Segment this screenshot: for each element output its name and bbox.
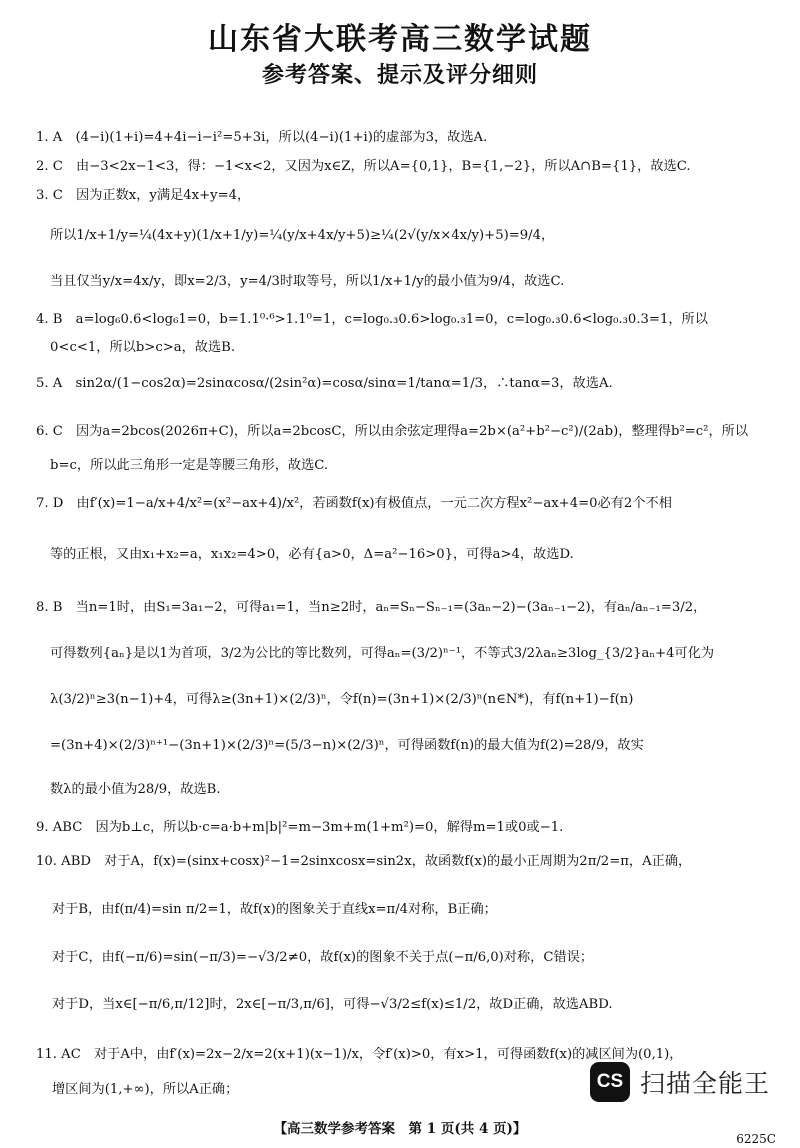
answer-line: 8. B 当n=1时，由S₁=3a₁−2，可得a₁=1，当n≥2时，aₙ=Sₙ−Sₙ₋₁=(3aₙ−2)−(3aₙ₋₁−2)，有aₙ/aₙ₋₁=3/2， [36, 600, 707, 615]
answer-line: b=c，所以此三角形一定是等腰三角形，故选C. [50, 458, 329, 473]
page-subtitle: 参考答案、提示及评分细则 [261, 62, 538, 88]
answer-line: 当且仅当y/x=4x/y，即x=2/3，y=4/3时取等号，所以1/x+1/y的最小值为9/4，故选C. [50, 274, 565, 289]
answer-line: 7. D 由f′(x)=1−a/x+4/x²=(x²−ax+4)/x²，若函数f(x)有极值点，一元二次方程x²−ax+4=0必有2个不相 [36, 496, 672, 511]
answer-line: =(3n+4)×(2/3)ⁿ⁺¹−(3n+1)×(2/3)ⁿ=(5/3−n)×(2/3)ⁿ，可得函数f(n)的最大值为f(2)=28/9，故实 [50, 738, 644, 753]
answer-line: 所以1/x+1/y=¼(4x+y)(1/x+1/y)=¼(y/x+4x/y+5)≥¼(2√(y/x×4x/y)+5)=9/4， [50, 228, 555, 243]
answer-line: 对于D，当x∈[−π/6,π/12]时，2x∈[−π/3,π/6]，可得−√3/2≤f(x)≤1/2，故D正确，故选ABD. [52, 997, 613, 1012]
answer-line: 2. C 由−3<2x−1<3，得：−1<x<2，又因为x∈Z，所以A={0,1}，B={1,−2}，所以A∩B={1}，故选C. [36, 159, 691, 174]
answer-line: 可得数列{aₙ}是以1为首项，3/2为公比的等比数列，可得aₙ=(3/2)ⁿ⁻¹，不等式3/2λaₙ≥3log_{3/2}aₙ+4可化为 [50, 646, 715, 661]
answer-line: 9. ABC 因为b⊥c，所以b·c=a·b+m|b|²=m−3m+m(1+m²)=0，解得m=1或0或−1. [36, 820, 564, 835]
answer-line: 6. C 因为a=2bcos(2026π+C)，所以a=2bcosC，所以由余弦定理得a=2b×(a²+b²−c²)/(2ab)，整理得b²=c²，所以 [36, 424, 749, 439]
camscanner-label: 扫描全能王 [640, 1070, 771, 1098]
answer-line: 1. A (4−i)(1+i)=4+4i−i−i²=5+3i，所以(4−i)(1+i)的虚部为3，故选A. [36, 130, 488, 145]
page-footer: 【高三数学参考答案 第 1 页(共 4 页)】 [273, 1121, 527, 1137]
page-title: 山东省大联考高三数学试题 [208, 22, 592, 57]
answer-line: 对于B，由f(π/4)=sin π/2=1，故f(x)的图象关于直线x=π/4对称，B正确； [52, 902, 497, 917]
answer-line: λ(3/2)ⁿ≥3(n−1)+4，可得λ≥(3n+1)×(2/3)ⁿ，令f(n)=(3n+1)×(2/3)ⁿ(n∈N*)，有f(n+1)−f(n) [50, 692, 634, 707]
camscanner-watermark [590, 1062, 770, 1102]
answer-line: 4. B a=log₆0.6<log₆1=0，b=1.1⁰·⁶>1.1⁰=1，c=log₀.₃0.6>log₀.₃1=0，c=log₀.₃0.6<log₀.₃0.3=1，所以 [36, 312, 708, 327]
answer-line: 数λ的最小值为28/9，故选B. [50, 782, 221, 797]
answer-line: 增区间为(1,+∞)，所以A正确； [52, 1082, 239, 1097]
answer-line: 等的正根，又由x₁+x₂=a，x₁x₂=4>0，必有{a>0，Δ=a²−16>0}，可得a>4，故选D. [50, 547, 574, 562]
answer-line: 0<c<1，所以b>c>a，故选B. [50, 340, 236, 355]
paper-code: 6225C [736, 1132, 776, 1146]
answer-line: 11. AC 对于A中，由f′(x)=2x−2/x=2(x+1)(x−1)/x，令f′(x)>0，有x>1，可得函数f(x)的减区间为(0,1)， [36, 1047, 683, 1062]
camscanner-icon: CS [590, 1062, 630, 1102]
answer-line: 10. ABD 对于A，f(x)=(sinx+cosx)²−1=2sinxcosx=sin2x，故函数f(x)的最小正周期为2π/2=π，A正确， [36, 854, 692, 869]
answer-line: 5. A sin2α/(1−cos2α)=2sinαcosα/(2sin²α)=cosα/sinα=1/tanα=1/3，∴tanα=3，故选A. [36, 376, 613, 391]
answer-line: 对于C，由f(−π/6)=sin(−π/3)=−√3/2≠0，故f(x)的图象不关于点(−π/6,0)对称，C错误； [52, 950, 594, 965]
answer-line: 3. C 因为正数x，y满足4x+y=4， [36, 188, 251, 203]
